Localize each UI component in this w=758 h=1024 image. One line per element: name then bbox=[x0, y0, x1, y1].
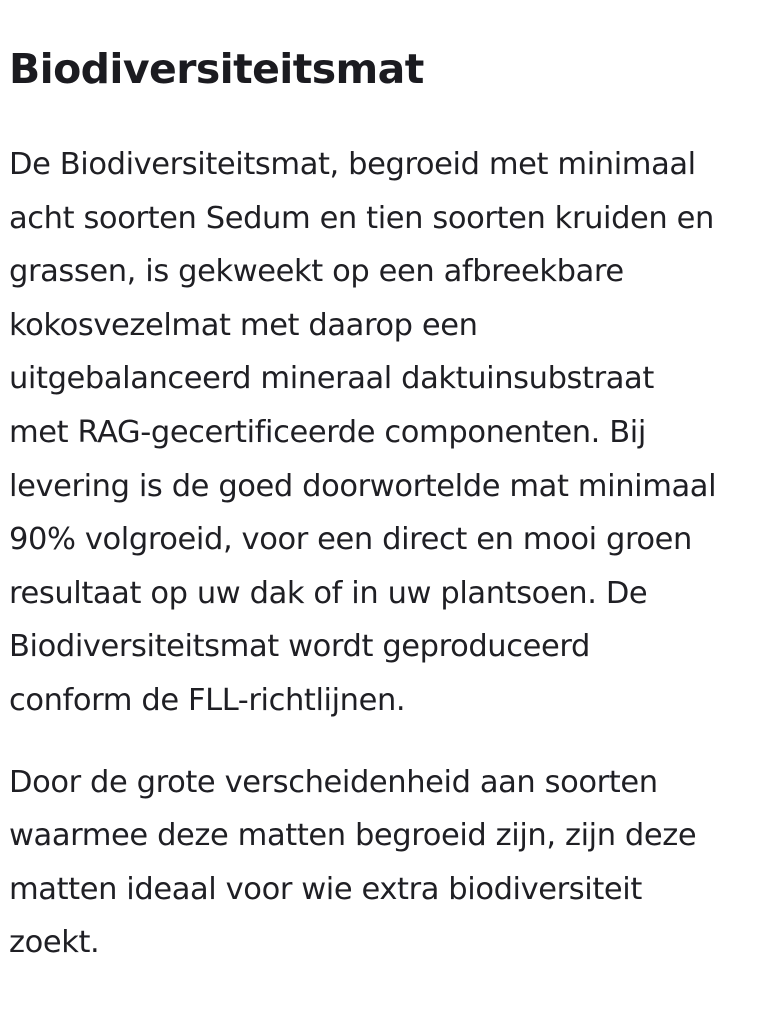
text-line: met RAG-gecertificeerde componenten. Bij bbox=[9, 414, 646, 450]
text-line: conform de FLL-richtlijnen. bbox=[9, 682, 406, 718]
text-line: resultaat op uw dak of in uw plantsoen. De bbox=[9, 575, 648, 611]
text-line: Door de grote verscheidenheid aan soorten bbox=[9, 764, 658, 800]
text-line: acht soorten Sedum en tien soorten kruiden en bbox=[9, 200, 714, 236]
text-line: 90% volgroeid, voor een direct en mooi groen bbox=[9, 522, 692, 558]
text-line: De Biodiversiteitsmat, begroeid met minimaal bbox=[9, 147, 696, 182]
page-title: Biodiversiteitsmat bbox=[9, 45, 424, 93]
text-line: waarmee deze matten begroeid zijn, zijn deze bbox=[9, 818, 697, 854]
description-paragraph bbox=[9, 138, 751, 728]
text-line: grassen, is gekweekt op een afbreekbare bbox=[9, 254, 624, 290]
article bbox=[9, 38, 751, 970]
text-line: zoekt. bbox=[9, 925, 100, 961]
text-line: uitgebalanceerd mineraal daktuinsubstraat bbox=[9, 361, 654, 397]
text-line: kokosvezelmat met daarop een bbox=[9, 307, 478, 343]
text-line: matten ideaal voor wie extra biodiversiteit bbox=[9, 871, 642, 907]
text-line: Biodiversiteitsmat wordt geproduceerd bbox=[9, 629, 590, 665]
text-line: levering is de goed doorwortelde mat minimaal bbox=[9, 468, 717, 504]
biodiversity-paragraph bbox=[9, 756, 751, 970]
